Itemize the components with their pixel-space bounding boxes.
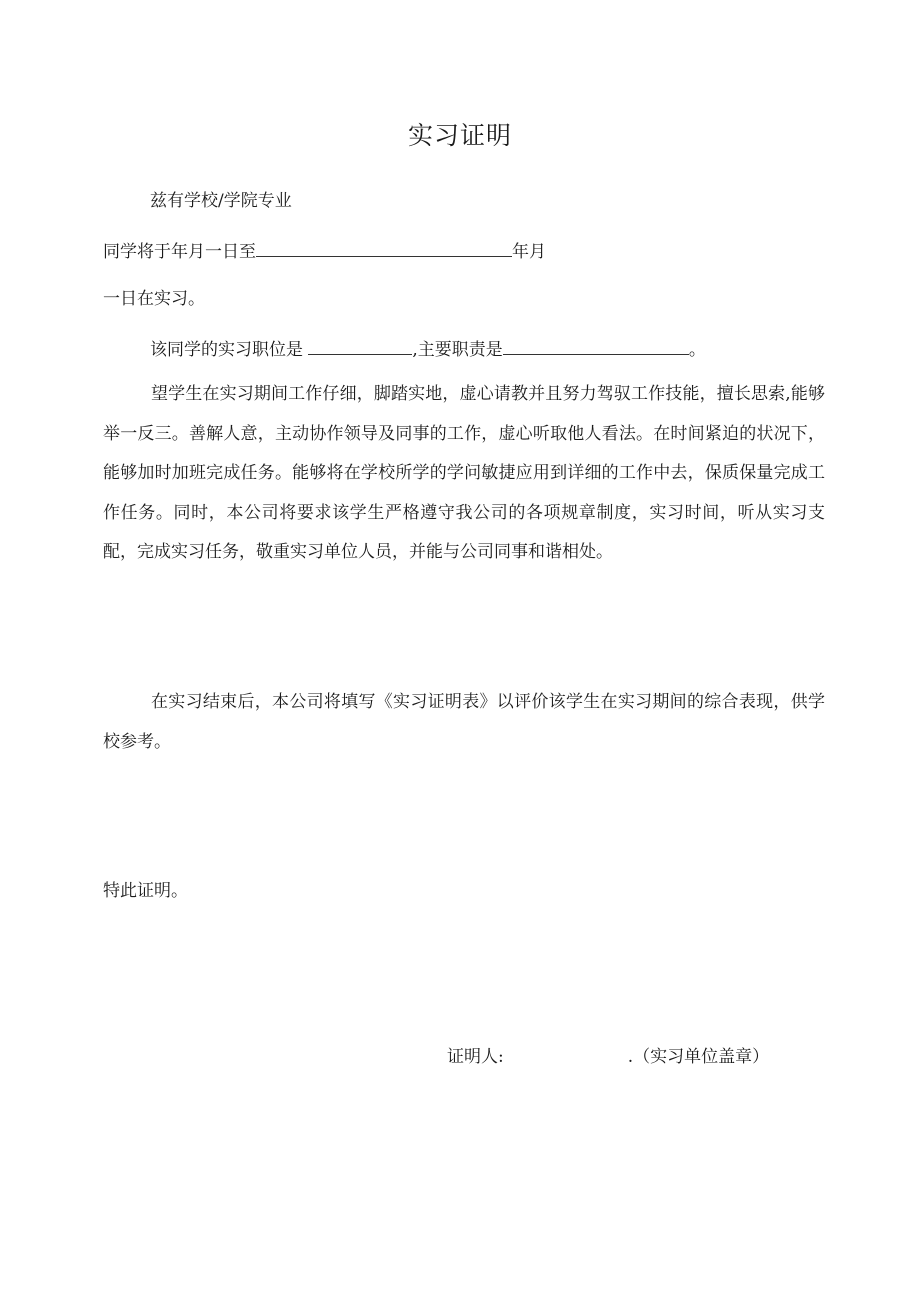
duties-blank[interactable] xyxy=(503,336,689,355)
page-title: 实习证明 xyxy=(407,121,512,150)
position-label: 该同学的实习职位是 xyxy=(150,340,303,360)
position-blank[interactable] xyxy=(308,336,412,355)
signature-line xyxy=(447,1042,769,1067)
position-line-end: 。 xyxy=(688,340,706,360)
summary-paragraph: 在实习结束后，本公司将填写《实习证明表》以评价该学生在实习期间的综合表现，供学校参考。 xyxy=(103,692,825,752)
position-line xyxy=(150,336,706,362)
duties-label: ,主要职责是 xyxy=(412,340,503,360)
date-line-suffix: 年月 xyxy=(512,242,546,262)
location-line: 一日在实习。 xyxy=(103,289,205,309)
signer-label: 证明人: xyxy=(447,1047,504,1067)
date-line-prefix: 同学将于年月一日至 xyxy=(103,242,256,262)
end-date-blank[interactable] xyxy=(256,238,512,257)
date-line xyxy=(103,238,546,264)
intro-line: 兹有学校/学院专业 xyxy=(150,191,292,211)
closing-text: 特此证明。 xyxy=(103,881,188,901)
stamp-note: .（实习单位盖章） xyxy=(627,1047,770,1067)
evaluation-paragraph: 望学生在实习期间工作仔细，脚踏实地，虚心请教并且努力驾驭工作技能，擅长思索,能够举一反三。善解人意，主动协作领导及同事的工作，虚心听取他人看法。在时间紧迫的状况下，能够加时加班完成任务。能够将在学校所学的学问敏捷应用到详细的工作中去，保质保量完成工作任务。同时，本公司将要求该学生严格遵守我公司的各项规章制度，实习时间，听从实习支配，完成实习任务，敬重实习单位人员，并能与公司同事和谐相处。 xyxy=(103,384,825,562)
